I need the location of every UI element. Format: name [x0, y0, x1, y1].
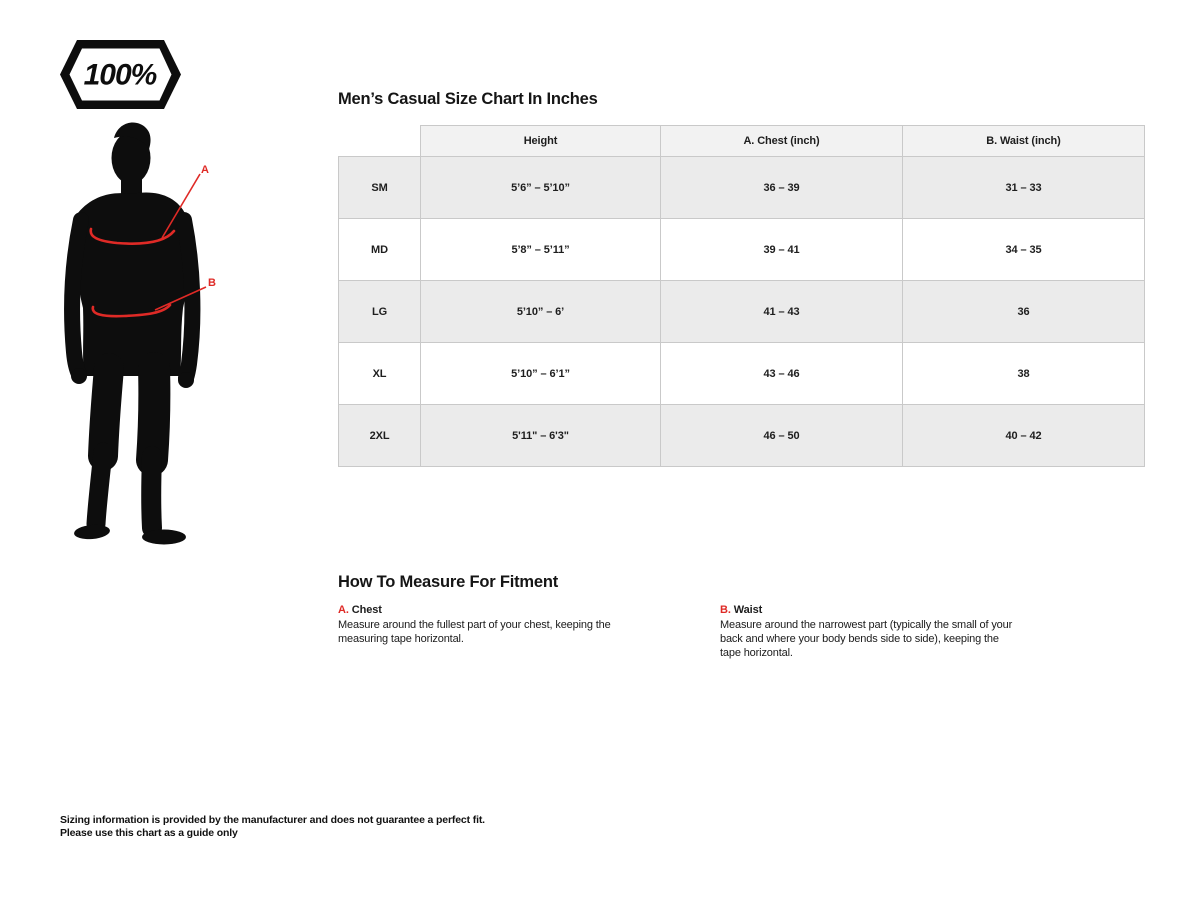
measurement-figure: [62, 116, 297, 561]
table-row: [339, 281, 1145, 343]
size-chart-table: [338, 125, 1145, 467]
measure-item-waist: [720, 604, 1030, 660]
how-to-measure-section: [338, 572, 1150, 660]
table-row: [339, 157, 1145, 219]
table-row: [339, 343, 1145, 405]
waist-cell: 31 – 33: [903, 157, 1145, 219]
measure-key-a: A.: [338, 604, 349, 616]
table-row: [339, 219, 1145, 281]
chest-cell: 36 – 39: [661, 157, 903, 219]
measure-name-chest: Chest: [351, 604, 382, 616]
measure-heading-chest: [338, 604, 720, 616]
waist-label-b: B: [208, 277, 216, 289]
logo-text: 100%: [83, 58, 157, 92]
chest-cell: 46 – 50: [661, 405, 903, 467]
measure-item-chest: [338, 604, 720, 660]
chest-label-a: A: [201, 164, 209, 176]
chest-cell: 43 – 46: [661, 343, 903, 405]
measure-description-waist: Measure around the narrowest part (typically the small of your back and where your body bends side to side), keeping the tape horizontal.: [720, 619, 1013, 659]
how-to-measure-columns: [338, 604, 1150, 660]
measure-heading-waist: [720, 604, 1030, 616]
measure-description-chest: Measure around the fullest part of your chest, keeping the measuring tape horizontal.: [338, 619, 611, 645]
male-silhouette: [71, 123, 194, 545]
height-cell: 5’10” – 6’: [421, 281, 661, 343]
corner-cell: [339, 126, 421, 157]
size-cell: XL: [339, 343, 421, 405]
waist-cell: 36: [903, 281, 1145, 343]
measure-name-waist: Waist: [733, 604, 763, 616]
table-row: [339, 405, 1145, 467]
column-header-waist: B. Waist (inch): [903, 126, 1145, 157]
page-title: Men’s Casual Size Chart In Inches: [338, 90, 598, 108]
sizing-disclaimer: [60, 814, 485, 839]
height-cell: 5'11" – 6'3": [421, 405, 661, 467]
column-header-height: Height: [421, 126, 661, 157]
column-header-chest: A. Chest (inch): [661, 126, 903, 157]
size-cell: MD: [339, 219, 421, 281]
height-cell: 5’8” – 5’11”: [421, 219, 661, 281]
size-cell: 2XL: [339, 405, 421, 467]
disclaimer-line-1: Sizing information is provided by the manufacturer and does not guarantee a perfect fit.: [60, 814, 485, 826]
waist-cell: 38: [903, 343, 1145, 405]
height-cell: 5’10” – 6’1”: [421, 343, 661, 405]
waist-cell: 34 – 35: [903, 219, 1145, 281]
chest-cell: 41 – 43: [661, 281, 903, 343]
size-cell: LG: [339, 281, 421, 343]
size-cell: SM: [339, 157, 421, 219]
measure-key-b: B.: [720, 604, 731, 616]
waist-cell: 40 – 42: [903, 405, 1145, 467]
brand-logo: [60, 40, 181, 109]
chest-cell: 39 – 41: [661, 219, 903, 281]
table-header-row: [339, 126, 1145, 157]
height-cell: 5’6” – 5’10”: [421, 157, 661, 219]
how-to-measure-title: How To Measure For Fitment: [338, 573, 559, 591]
size-chart-section: [338, 89, 1144, 467]
disclaimer-line-2: Please use this chart as a guide only: [60, 826, 238, 839]
